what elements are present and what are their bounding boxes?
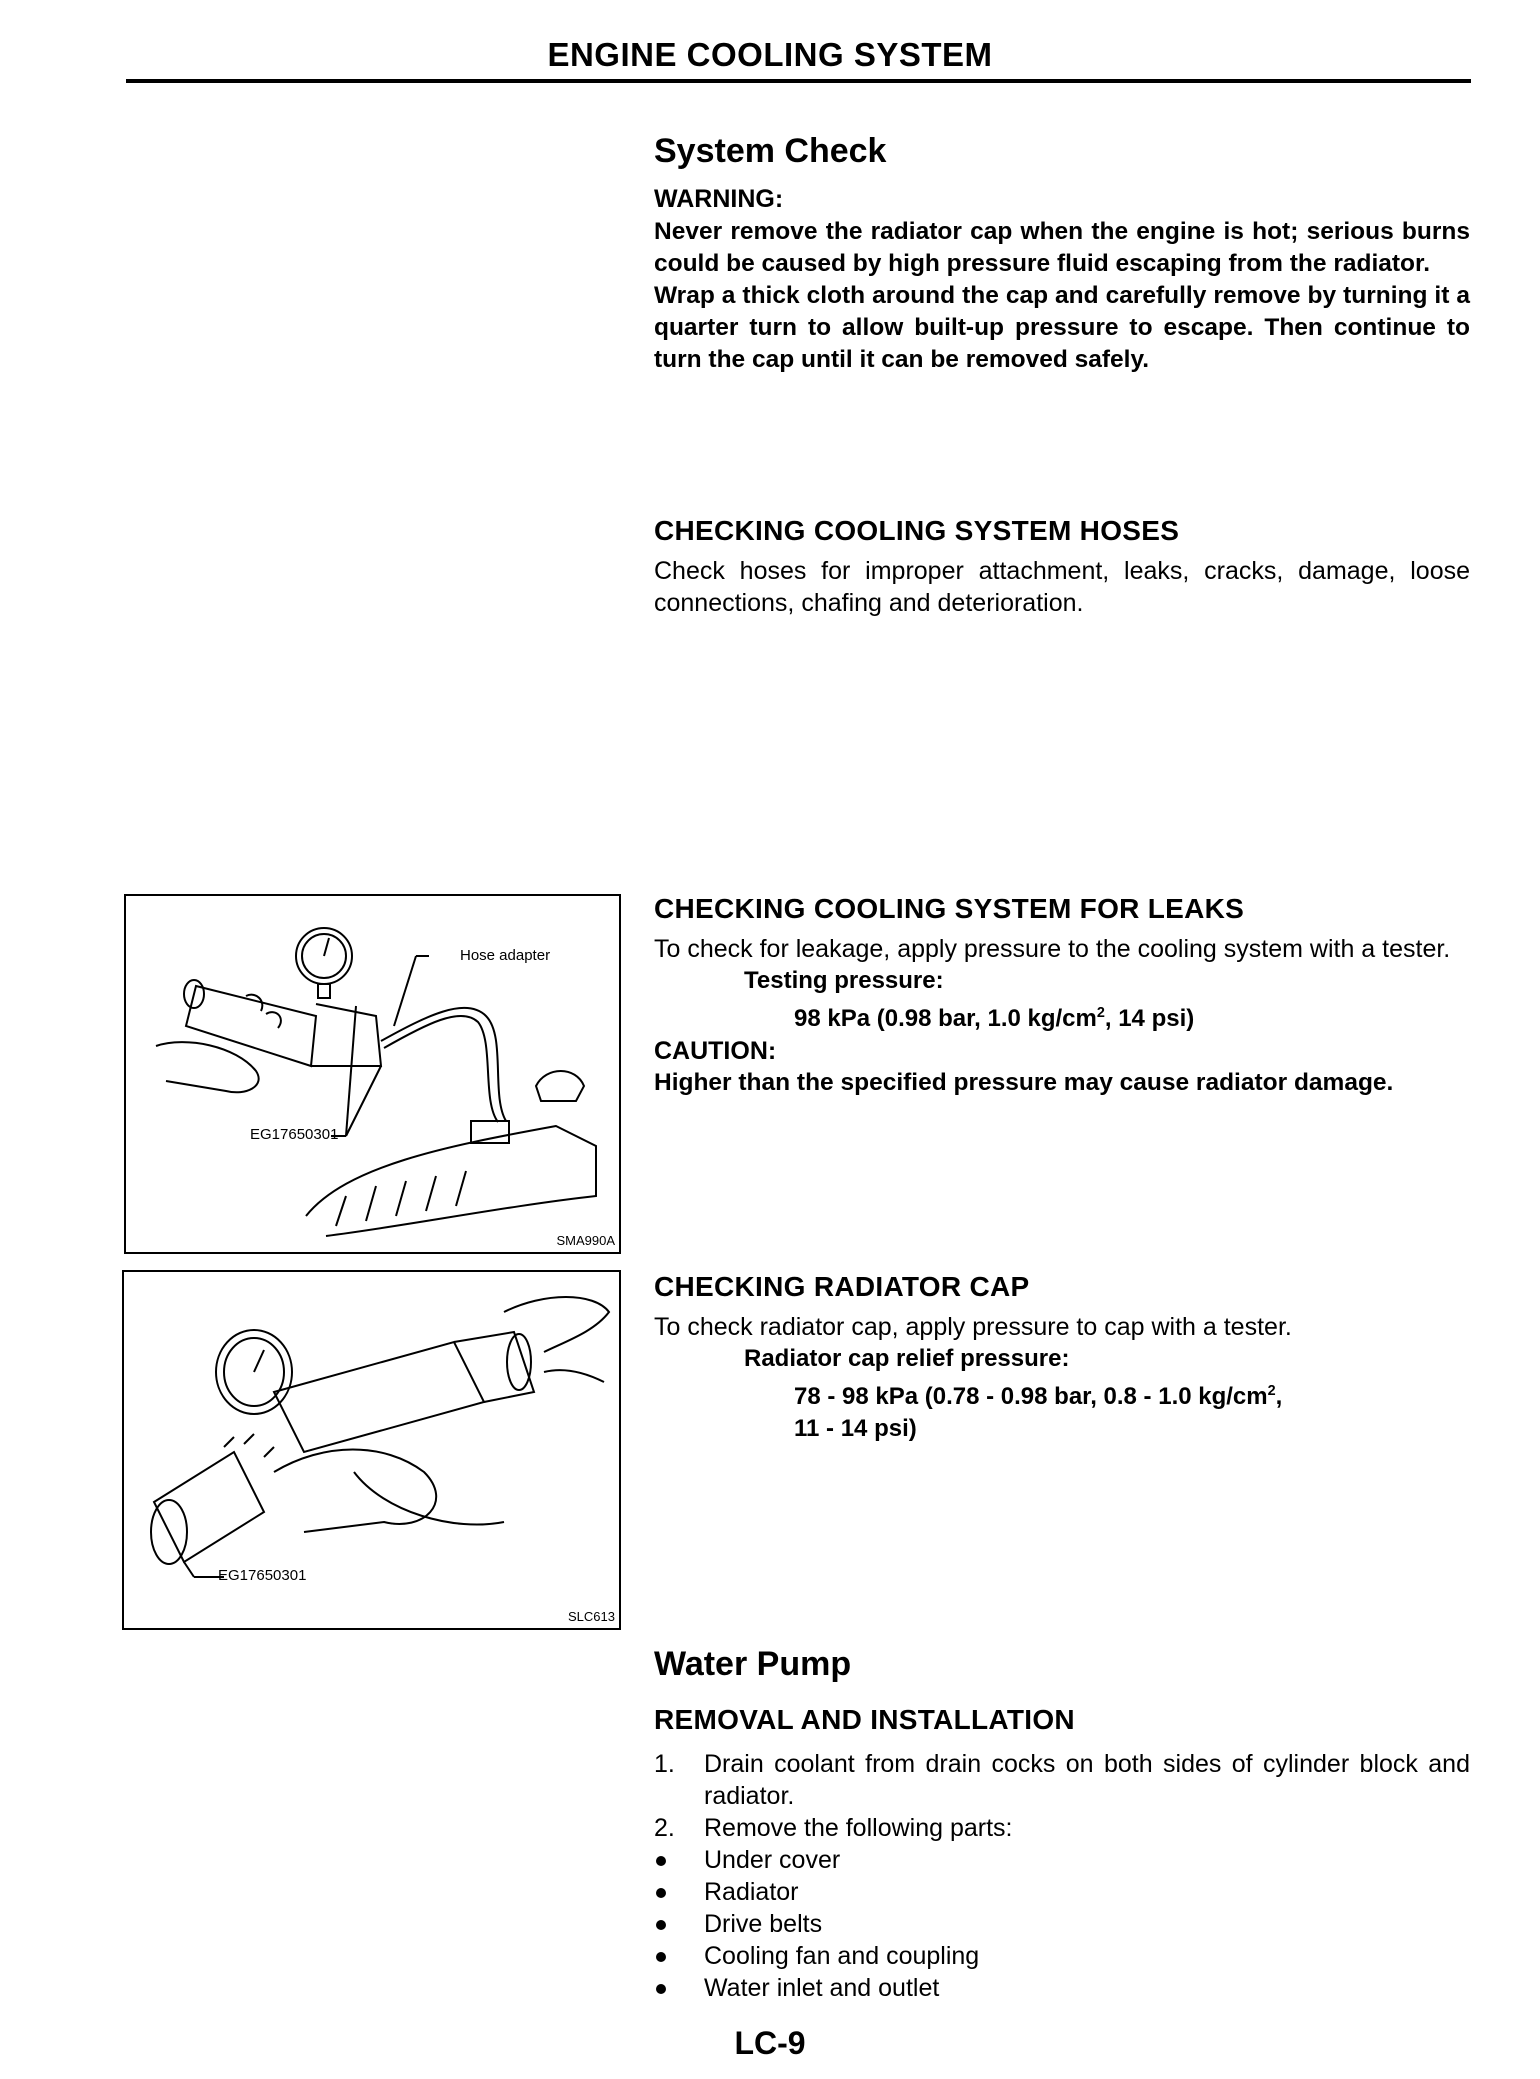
radiator-cap-section xyxy=(654,1271,1470,1445)
list-item: Radiator xyxy=(654,1876,1470,1908)
system-check-title: System Check xyxy=(654,132,887,170)
leaks-title: CHECKING COOLING SYSTEM FOR LEAKS xyxy=(654,893,1245,924)
step-item: 2. Remove the following parts: xyxy=(654,1814,1013,1842)
caution-label: CAUTION: xyxy=(654,1037,777,1065)
hoses-title: CHECKING COOLING SYSTEM HOSES xyxy=(654,515,1180,546)
testing-pressure-value: 98 kPa (0.98 bar, 1.0 $kg/cm^2$, 14 psi) xyxy=(794,1005,1195,1032)
page-number: LC-9 xyxy=(734,2025,806,2061)
removal-title: REMOVAL AND INSTALLATION xyxy=(654,1704,1075,1735)
list-item: Water inlet and outlet xyxy=(654,1972,1470,2004)
figure-radiator-cap-tester xyxy=(122,1270,621,1630)
figure-pressure-tester xyxy=(124,894,621,1254)
leaks-body: To check for leakage, apply pressure to the cooling system with a tester. xyxy=(654,935,1451,963)
removal-steps xyxy=(654,1748,1470,1844)
hose-adapter-label: Hose adapter xyxy=(460,947,551,964)
list-item: Under cover xyxy=(654,1844,1470,1876)
list-item: Drive belts xyxy=(654,1908,1470,1940)
parts-list xyxy=(654,1844,1470,2004)
header-rule xyxy=(126,79,1471,83)
step-item: 1. Drain coolant from drain cocks on both sides of cylinder block and radiator. xyxy=(654,1750,1470,1810)
caution-text: Higher than the specified pressure may cause radiator damage. xyxy=(654,1069,1394,1096)
radiator-cap-title: CHECKING RADIATOR CAP xyxy=(654,1271,1030,1302)
warning-paragraph-1: Never remove the radiator cap when the engine is hot; serious burns could be caused by high pressure fluid escaping from the radiator. xyxy=(654,218,1470,277)
warning-paragraph-2: Wrap a thick cloth around the cap and carefully remove by turning it a quarter turn to allow built-up pressure to escape. Then continue to turn the cap until it can be removed safely. xyxy=(654,282,1470,373)
warning-label: WARNING: xyxy=(654,185,784,213)
figure-code: SMA990A xyxy=(556,1233,615,1248)
system-check-section xyxy=(654,132,1470,376)
water-pump-section xyxy=(654,1645,1470,2004)
figure-code: SLC613 xyxy=(568,1609,615,1624)
leaks-section xyxy=(654,893,1470,1099)
relief-pressure-value-psi: 11 - 14 psi) xyxy=(794,1415,917,1442)
list-item: Cooling fan and coupling xyxy=(654,1940,1470,1972)
testing-pressure-label: Testing pressure: xyxy=(744,967,944,994)
water-pump-title: Water Pump xyxy=(654,1645,852,1683)
relief-pressure-value: 78 - 98 kPa (0.78 - 0.98 bar, 0.8 - 1.0 $kg/cm^2$, xyxy=(794,1383,1283,1410)
tool-number-label: EG17650301 xyxy=(250,1126,339,1143)
hoses-section xyxy=(654,515,1470,619)
radiator-cap-body: To check radiator cap, apply pressure to cap with a tester. xyxy=(654,1313,1292,1341)
hoses-body: Check hoses for improper attachment, leaks, cracks, damage, loose connections, chafing and deterioration. xyxy=(654,557,1470,617)
tool-number-label: EG17650301 xyxy=(218,1567,307,1584)
relief-pressure-label: Radiator cap relief pressure: xyxy=(744,1345,1070,1372)
page-header: ENGINE COOLING SYSTEM xyxy=(547,36,993,73)
radiator-cap-tester-illustration xyxy=(124,1272,619,1628)
